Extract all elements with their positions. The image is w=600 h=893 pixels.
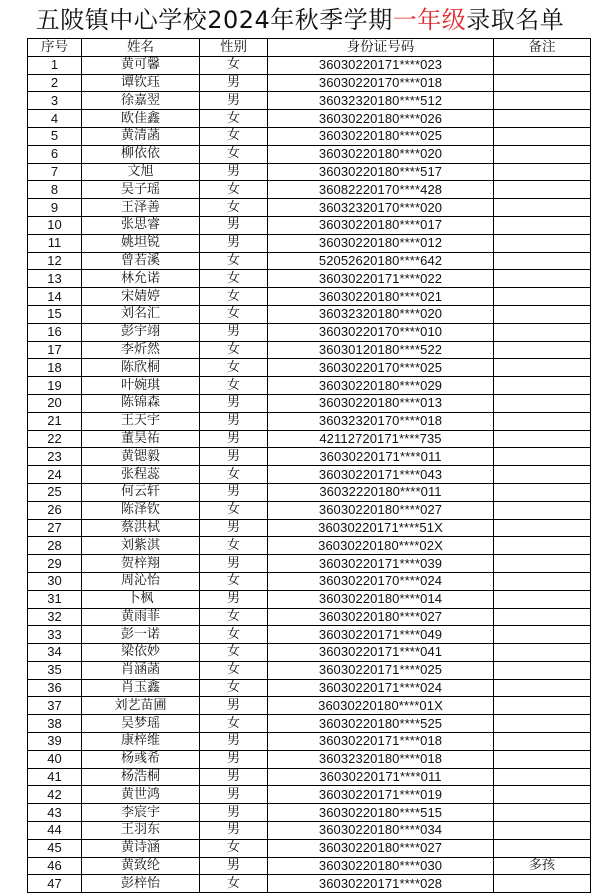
cell-id: 36030220180****025 <box>268 127 494 145</box>
table-row <box>28 822 591 840</box>
cell-note <box>494 804 591 822</box>
cell-name: 黄雨菲 <box>82 608 200 626</box>
header-note: 备注 <box>494 39 591 57</box>
cell-no: 47 <box>28 875 82 893</box>
cell-no: 23 <box>28 448 82 466</box>
cell-no: 29 <box>28 555 82 573</box>
table-row <box>28 92 591 110</box>
cell-note <box>494 110 591 128</box>
table-row <box>28 216 591 234</box>
cell-gender: 男 <box>200 448 268 466</box>
cell-gender: 女 <box>200 466 268 484</box>
cell-note <box>494 786 591 804</box>
cell-name: 陈锦森 <box>82 394 200 412</box>
cell-name: 王天宇 <box>82 412 200 430</box>
cell-id: 36030220180****017 <box>268 216 494 234</box>
cell-note <box>494 56 591 74</box>
cell-name: 黄清菡 <box>82 127 200 145</box>
cell-gender: 男 <box>200 555 268 573</box>
cell-name: 黄可馨 <box>82 56 200 74</box>
table-row <box>28 127 591 145</box>
cell-no: 20 <box>28 394 82 412</box>
cell-name: 王羽东 <box>82 822 200 840</box>
header-no: 序号 <box>28 39 82 57</box>
cell-note <box>494 697 591 715</box>
cell-gender: 女 <box>200 679 268 697</box>
table-row <box>28 448 591 466</box>
cell-name: 陈欣桐 <box>82 359 200 377</box>
cell-no: 6 <box>28 145 82 163</box>
admission-table <box>27 38 591 893</box>
cell-id: 36032220180****011 <box>268 483 494 501</box>
cell-name: 欧佳鑫 <box>82 110 200 128</box>
title-part-1: 五陂镇中心学校2024年秋季学期 <box>35 6 393 34</box>
table-row <box>28 768 591 786</box>
cell-gender: 女 <box>200 572 268 590</box>
table-row <box>28 234 591 252</box>
cell-no: 14 <box>28 288 82 306</box>
cell-id: 36030220171****018 <box>268 733 494 751</box>
cell-note <box>494 501 591 519</box>
table-row <box>28 786 591 804</box>
cell-name: 林允诺 <box>82 270 200 288</box>
cell-no: 18 <box>28 359 82 377</box>
cell-id: 36030220171****023 <box>268 56 494 74</box>
cell-no: 12 <box>28 252 82 270</box>
cell-gender: 女 <box>200 875 268 893</box>
cell-no: 28 <box>28 537 82 555</box>
cell-name: 刘紫淇 <box>82 537 200 555</box>
cell-note <box>494 466 591 484</box>
table-header-row <box>28 39 591 57</box>
cell-no: 7 <box>28 163 82 181</box>
cell-no: 46 <box>28 857 82 875</box>
cell-name: 李炘然 <box>82 341 200 359</box>
cell-gender: 女 <box>200 270 268 288</box>
cell-note <box>494 483 591 501</box>
cell-name: 彭一诺 <box>82 626 200 644</box>
cell-note <box>494 537 591 555</box>
cell-name: 康梓维 <box>82 733 200 751</box>
cell-note <box>494 572 591 590</box>
cell-id: 36030220180****012 <box>268 234 494 252</box>
cell-id: 36030220180****021 <box>268 288 494 306</box>
cell-no: 16 <box>28 323 82 341</box>
cell-name: 刘名汇 <box>82 305 200 323</box>
cell-gender: 男 <box>200 786 268 804</box>
cell-no: 2 <box>28 74 82 92</box>
cell-gender: 男 <box>200 590 268 608</box>
table-row <box>28 590 591 608</box>
cell-no: 17 <box>28 341 82 359</box>
cell-gender: 女 <box>200 127 268 145</box>
cell-name: 杨浩桐 <box>82 768 200 786</box>
title-highlight-grade: 一年级 <box>392 6 467 34</box>
cell-id: 36030220170****024 <box>268 572 494 590</box>
cell-note <box>494 234 591 252</box>
cell-id: 36032320170****018 <box>268 412 494 430</box>
cell-id: 36030220171****041 <box>268 644 494 662</box>
cell-no: 8 <box>28 181 82 199</box>
cell-name: 黄锶毅 <box>82 448 200 466</box>
cell-gender: 女 <box>200 626 268 644</box>
cell-gender: 女 <box>200 288 268 306</box>
cell-no: 31 <box>28 590 82 608</box>
cell-gender: 男 <box>200 822 268 840</box>
cell-gender: 女 <box>200 305 268 323</box>
cell-gender: 女 <box>200 252 268 270</box>
table-row <box>28 537 591 555</box>
cell-id: 36030220171****049 <box>268 626 494 644</box>
cell-note <box>494 163 591 181</box>
table-row <box>28 804 591 822</box>
cell-id: 36030220180****034 <box>268 822 494 840</box>
cell-note: 多孩 <box>494 857 591 875</box>
cell-gender: 女 <box>200 110 268 128</box>
cell-gender: 女 <box>200 359 268 377</box>
table-row <box>28 697 591 715</box>
table-row <box>28 661 591 679</box>
cell-gender: 男 <box>200 92 268 110</box>
cell-id: 36030220180****027 <box>268 839 494 857</box>
cell-name: 杨彧希 <box>82 750 200 768</box>
table-row <box>28 483 591 501</box>
cell-id: 36030220180****027 <box>268 501 494 519</box>
cell-gender: 男 <box>200 74 268 92</box>
cell-gender: 女 <box>200 199 268 217</box>
cell-name: 刘艺苗圃 <box>82 697 200 715</box>
table-row <box>28 750 591 768</box>
cell-name: 黄世鸿 <box>82 786 200 804</box>
cell-gender: 女 <box>200 341 268 359</box>
cell-name: 黄诗涵 <box>82 839 200 857</box>
page-title <box>0 4 600 36</box>
table-row <box>28 110 591 128</box>
header-id: 身份证号码 <box>268 39 494 57</box>
cell-note <box>494 733 591 751</box>
cell-note <box>494 288 591 306</box>
table-row <box>28 519 591 537</box>
cell-note <box>494 127 591 145</box>
cell-gender: 男 <box>200 163 268 181</box>
cell-name: 宋婧婷 <box>82 288 200 306</box>
cell-no: 40 <box>28 750 82 768</box>
cell-note <box>494 199 591 217</box>
cell-name: 肖玉鑫 <box>82 679 200 697</box>
cell-note <box>494 305 591 323</box>
table-row <box>28 377 591 395</box>
cell-name: 何云轩 <box>82 483 200 501</box>
table-row <box>28 394 591 412</box>
cell-gender: 女 <box>200 839 268 857</box>
cell-name: 黄致纶 <box>82 857 200 875</box>
cell-gender: 男 <box>200 234 268 252</box>
cell-no: 13 <box>28 270 82 288</box>
table-row <box>28 270 591 288</box>
cell-no: 36 <box>28 679 82 697</box>
cell-note <box>494 839 591 857</box>
table-row <box>28 359 591 377</box>
cell-id: 36030220180****01X <box>268 697 494 715</box>
cell-id: 36030120180****522 <box>268 341 494 359</box>
cell-name: 文旭 <box>82 163 200 181</box>
cell-no: 9 <box>28 199 82 217</box>
cell-gender: 女 <box>200 715 268 733</box>
cell-id: 36030220180****013 <box>268 394 494 412</box>
table-row <box>28 875 591 893</box>
table-row <box>28 145 591 163</box>
cell-id: 36030220180****020 <box>268 145 494 163</box>
cell-id: 36030220171****011 <box>268 768 494 786</box>
cell-note <box>494 377 591 395</box>
cell-id: 36030220170****010 <box>268 323 494 341</box>
header-gender: 性别 <box>200 39 268 57</box>
cell-no: 25 <box>28 483 82 501</box>
table-row <box>28 679 591 697</box>
cell-name: 谭钦珏 <box>82 74 200 92</box>
cell-no: 4 <box>28 110 82 128</box>
cell-gender: 女 <box>200 537 268 555</box>
cell-no: 30 <box>28 572 82 590</box>
table-row <box>28 839 591 857</box>
table-row <box>28 56 591 74</box>
cell-no: 33 <box>28 626 82 644</box>
cell-name: 彭梓怡 <box>82 875 200 893</box>
cell-name: 周沁怡 <box>82 572 200 590</box>
cell-note <box>494 644 591 662</box>
cell-id: 36030220171****019 <box>268 786 494 804</box>
cell-name: 肖涵菡 <box>82 661 200 679</box>
cell-no: 27 <box>28 519 82 537</box>
cell-id: 36032320180****512 <box>268 92 494 110</box>
cell-no: 10 <box>28 216 82 234</box>
cell-name: 卜枫 <box>82 590 200 608</box>
table-row <box>28 626 591 644</box>
cell-no: 43 <box>28 804 82 822</box>
table-row <box>28 341 591 359</box>
header-name: 姓名 <box>82 39 200 57</box>
cell-no: 15 <box>28 305 82 323</box>
cell-name: 张程蕊 <box>82 466 200 484</box>
cell-note <box>494 412 591 430</box>
cell-id: 36030220171****011 <box>268 448 494 466</box>
table-row <box>28 572 591 590</box>
cell-gender: 女 <box>200 145 268 163</box>
cell-gender: 男 <box>200 430 268 448</box>
cell-note <box>494 92 591 110</box>
cell-note <box>494 626 591 644</box>
cell-id: 36030220171****022 <box>268 270 494 288</box>
cell-id: 36030220171****025 <box>268 661 494 679</box>
cell-note <box>494 270 591 288</box>
cell-note <box>494 555 591 573</box>
cell-no: 35 <box>28 661 82 679</box>
cell-note <box>494 74 591 92</box>
cell-id: 36030220171****024 <box>268 679 494 697</box>
table-row <box>28 323 591 341</box>
cell-note <box>494 590 591 608</box>
cell-name: 曾若溪 <box>82 252 200 270</box>
cell-id: 36030220180****026 <box>268 110 494 128</box>
cell-id: 36030220171****51X <box>268 519 494 537</box>
cell-name: 叶婉琪 <box>82 377 200 395</box>
table-row <box>28 305 591 323</box>
cell-id: 42112720171****735 <box>268 430 494 448</box>
cell-note <box>494 875 591 893</box>
cell-no: 34 <box>28 644 82 662</box>
cell-name: 董昊祐 <box>82 430 200 448</box>
cell-note <box>494 145 591 163</box>
cell-gender: 女 <box>200 181 268 199</box>
cell-note <box>494 341 591 359</box>
cell-gender: 男 <box>200 857 268 875</box>
cell-name: 吴子瑶 <box>82 181 200 199</box>
cell-name: 贺梓翔 <box>82 555 200 573</box>
cell-gender: 男 <box>200 750 268 768</box>
cell-note <box>494 394 591 412</box>
cell-no: 39 <box>28 733 82 751</box>
table-row <box>28 288 591 306</box>
cell-gender: 女 <box>200 56 268 74</box>
cell-id: 36032320170****020 <box>268 199 494 217</box>
cell-note <box>494 519 591 537</box>
table-row <box>28 501 591 519</box>
cell-id: 36030220180****027 <box>268 608 494 626</box>
cell-no: 38 <box>28 715 82 733</box>
cell-id: 52052620180****642 <box>268 252 494 270</box>
cell-gender: 男 <box>200 323 268 341</box>
cell-name: 梁依妙 <box>82 644 200 662</box>
cell-gender: 女 <box>200 644 268 662</box>
table-row <box>28 430 591 448</box>
cell-no: 24 <box>28 466 82 484</box>
cell-note <box>494 608 591 626</box>
cell-name: 柳依依 <box>82 145 200 163</box>
cell-no: 44 <box>28 822 82 840</box>
cell-id: 36030220171****028 <box>268 875 494 893</box>
cell-name: 姚坦锐 <box>82 234 200 252</box>
cell-no: 21 <box>28 412 82 430</box>
cell-name: 王泽善 <box>82 199 200 217</box>
cell-note <box>494 359 591 377</box>
cell-gender: 男 <box>200 519 268 537</box>
cell-no: 3 <box>28 92 82 110</box>
cell-gender: 男 <box>200 697 268 715</box>
cell-id: 36030220180****030 <box>268 857 494 875</box>
cell-gender: 男 <box>200 216 268 234</box>
cell-note <box>494 750 591 768</box>
table-row <box>28 466 591 484</box>
cell-note <box>494 661 591 679</box>
table-row <box>28 857 591 875</box>
cell-no: 37 <box>28 697 82 715</box>
cell-no: 19 <box>28 377 82 395</box>
cell-id: 36082220170****428 <box>268 181 494 199</box>
cell-note <box>494 430 591 448</box>
cell-note <box>494 715 591 733</box>
cell-name: 徐嘉翌 <box>82 92 200 110</box>
cell-no: 26 <box>28 501 82 519</box>
cell-gender: 男 <box>200 768 268 786</box>
cell-id: 36030220180****525 <box>268 715 494 733</box>
cell-no: 42 <box>28 786 82 804</box>
table-row <box>28 74 591 92</box>
table-row <box>28 412 591 430</box>
cell-note <box>494 679 591 697</box>
cell-note <box>494 323 591 341</box>
cell-name: 蔡洪栻 <box>82 519 200 537</box>
cell-id: 36030220180****014 <box>268 590 494 608</box>
cell-name: 李宸宇 <box>82 804 200 822</box>
cell-gender: 男 <box>200 733 268 751</box>
cell-note <box>494 822 591 840</box>
cell-gender: 男 <box>200 394 268 412</box>
cell-gender: 女 <box>200 661 268 679</box>
cell-no: 45 <box>28 839 82 857</box>
cell-gender: 男 <box>200 483 268 501</box>
cell-id: 36030220171****043 <box>268 466 494 484</box>
cell-name: 彭宇翊 <box>82 323 200 341</box>
cell-note <box>494 252 591 270</box>
table-row <box>28 608 591 626</box>
table-row <box>28 555 591 573</box>
cell-gender: 女 <box>200 608 268 626</box>
table-row <box>28 199 591 217</box>
cell-no: 22 <box>28 430 82 448</box>
cell-id: 36030220180****02X <box>268 537 494 555</box>
cell-name: 张思睿 <box>82 216 200 234</box>
cell-name: 吴梦瑶 <box>82 715 200 733</box>
cell-no: 11 <box>28 234 82 252</box>
cell-id: 36030220171****039 <box>268 555 494 573</box>
cell-gender: 男 <box>200 804 268 822</box>
cell-no: 32 <box>28 608 82 626</box>
cell-gender: 女 <box>200 377 268 395</box>
cell-no: 41 <box>28 768 82 786</box>
cell-id: 36030220180****515 <box>268 804 494 822</box>
table-row <box>28 181 591 199</box>
cell-note <box>494 181 591 199</box>
cell-id: 36030220180****029 <box>268 377 494 395</box>
cell-note <box>494 216 591 234</box>
cell-id: 36032320180****018 <box>268 750 494 768</box>
cell-gender: 男 <box>200 412 268 430</box>
table-row <box>28 163 591 181</box>
cell-name: 陈泽钦 <box>82 501 200 519</box>
table-row <box>28 715 591 733</box>
table-row <box>28 252 591 270</box>
cell-note <box>494 768 591 786</box>
cell-id: 36030220180****517 <box>268 163 494 181</box>
table-row <box>28 644 591 662</box>
title-part-2: 录取名单 <box>466 6 565 34</box>
cell-id: 36030220170****018 <box>268 74 494 92</box>
cell-no: 5 <box>28 127 82 145</box>
cell-id: 36032320180****020 <box>268 305 494 323</box>
table-row <box>28 733 591 751</box>
cell-gender: 女 <box>200 501 268 519</box>
cell-no: 1 <box>28 56 82 74</box>
cell-id: 36030220170****025 <box>268 359 494 377</box>
cell-note <box>494 448 591 466</box>
